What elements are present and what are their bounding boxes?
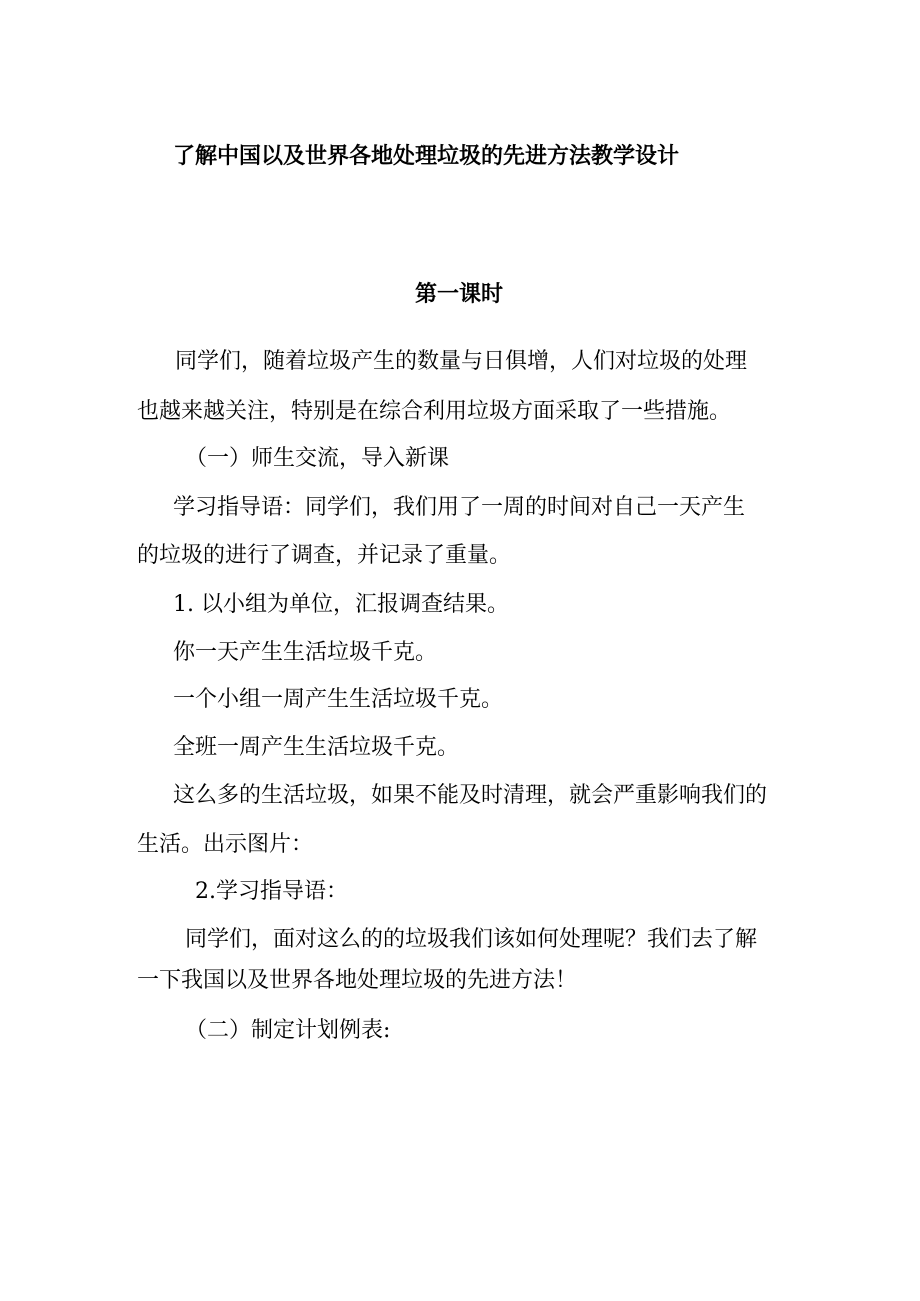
list-item-2: 2.学习指导语： bbox=[195, 879, 348, 904]
guide-paragraph-line-2: 的垃圾的进行了调查，并记录了重量。 bbox=[137, 543, 512, 568]
intro-paragraph-line-1: 同学们，随着垃圾产生的数量与日俱增，人们对垃圾的处理 bbox=[175, 349, 748, 374]
survey-line-a: 你一天产生生活垃圾千克。 bbox=[173, 640, 438, 665]
guide-paragraph-line-1: 学习指导语：同学们，我们用了一周的时间对自己一天产生 bbox=[173, 495, 746, 520]
section-title: 第一课时 bbox=[415, 281, 504, 307]
question-paragraph-line-1: 同学们，面对这么的的垃圾我们该如何处理呢？我们去了解 bbox=[185, 927, 758, 952]
intro-paragraph-line-2: 也越来越关注，特别是在综合利用垃圾方面采取了一些措施。 bbox=[137, 399, 732, 424]
survey-line-c: 全班一周产生生活垃圾千克。 bbox=[173, 735, 460, 760]
list-item-1: 1. 以小组为单位，汇报调查结果。 bbox=[173, 592, 509, 617]
survey-line-b: 一个小组一周产生生活垃圾千克。 bbox=[173, 687, 504, 712]
document-title: 了解中国以及世界各地处理垃圾的先进方法教学设计 bbox=[173, 143, 680, 169]
question-paragraph-line-2: 一下我国以及世界各地处理垃圾的先进方法！ bbox=[137, 968, 578, 993]
part1-heading: （一）师生交流，导入新课 bbox=[185, 446, 450, 471]
impact-paragraph-line-2: 生活。出示图片： bbox=[137, 832, 314, 857]
part2-heading: （二）制定计划例表: bbox=[185, 1018, 391, 1043]
impact-paragraph-line-1: 这么多的生活垃圾，如果不能及时清理，就会严重影响我们的 bbox=[173, 783, 768, 808]
